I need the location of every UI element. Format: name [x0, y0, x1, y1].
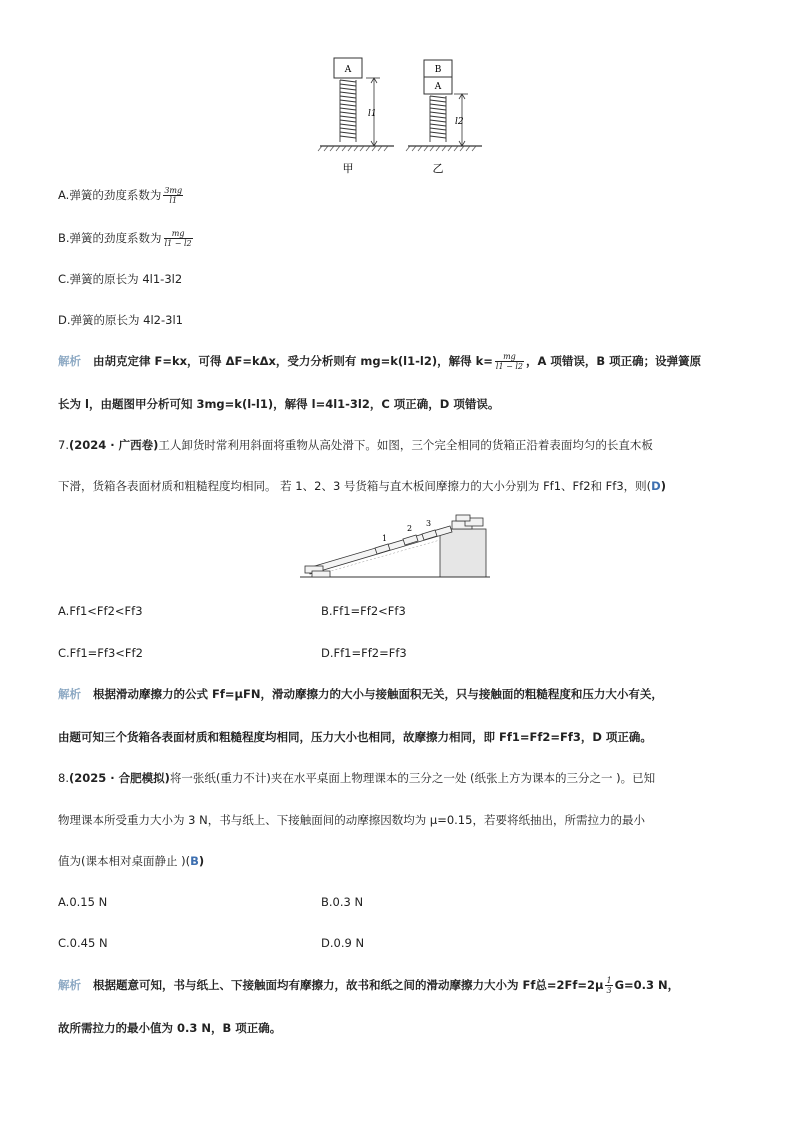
- q6-option-b-fraction: $\frac{mg}{l1 - l2}$: [164, 229, 192, 248]
- platform: [440, 529, 486, 577]
- q7-option-d: D.Ff1=Ff2=Ff3: [321, 646, 407, 660]
- q6-option-b: B.弹簧的劲度系数为 $\frac{mg}{l1 - l2}$: [58, 229, 192, 248]
- label-l2: l2: [455, 117, 464, 127]
- q7-answer: D: [651, 479, 661, 493]
- q8-stem-line1: 8.(2025 · 合肥模拟)将一张纸(重力不计)夹在水平桌面上物理课本的三分之一处 (纸张上方为课本的三分之一 )。已知: [58, 771, 656, 785]
- board-shadow: [320, 540, 440, 574]
- caption-jia: 甲: [342, 162, 354, 175]
- spring-figure: [310, 50, 490, 180]
- analysis-tag: 解析: [58, 978, 81, 992]
- q8-option-a: A.0.15 N: [58, 895, 108, 909]
- box-label-1: 1: [382, 534, 388, 543]
- landed-box-2: [312, 571, 330, 577]
- q6-option-c: C.弹簧的原长为 4l1-3l2: [58, 272, 183, 286]
- q8-answer: B: [190, 854, 199, 868]
- q7-analysis-line1: 解析 根据滑动摩擦力的公式 Ff=μFN，滑动摩擦力的大小与接触面积无关，只与接触面的粗糙程度和压力大小有关，: [58, 687, 663, 701]
- q7-option-c: C.Ff1=Ff3<Ff2: [58, 646, 143, 660]
- q8-source: (2025 · 合肥模拟): [68, 771, 170, 785]
- ground-hatch-left: [318, 146, 388, 151]
- block-b-right-label: B: [434, 65, 442, 75]
- q8-option-d: D.0.9 N: [321, 936, 365, 950]
- q6-analysis-line2: 长为 l，由题图甲分析可知 3mg=k(l-l1)，解得 l=4l1-3l2，C 项正确，D 项错误。: [58, 397, 500, 411]
- q8-stem-line2: 物理课本所受重力大小为 3 N，书与纸上、下接触面间的动摩擦因数均为 μ=0.15，若要将纸抽出，所需拉力的最小: [58, 813, 645, 827]
- q8-option-c: C.0.45 N: [58, 936, 108, 950]
- q6-analysis-fraction: $\frac{mg}{l1 - l2}$: [495, 352, 523, 371]
- q8-stem-line3: 值为(课本相对桌面静止 )(B): [58, 854, 205, 868]
- label-l1: l1: [368, 109, 377, 119]
- box-label-3: 3: [426, 519, 432, 528]
- q7-option-b: B.Ff1=Ff2<Ff3: [321, 604, 406, 618]
- q8-analysis-line1: 解析 根据题意可知，书与纸上、下接触面均有摩擦力，故书和纸之间的滑动摩擦力大小为 Ff总=2Ff=2μ $\frac{1}{3}$ G=0.3 N，: [58, 976, 680, 995]
- incline-figure: [300, 512, 490, 582]
- spring-right: [430, 96, 446, 142]
- q7-analysis-line2: 由题可知三个货箱各表面材质和粗糙程度均相同，压力大小也相同，故摩擦力相同，即 Ff1=Ff2=Ff3，D 项正确。: [58, 730, 652, 744]
- spring-left: [340, 80, 356, 142]
- q7-source: (2024 · 广西卷): [68, 438, 159, 452]
- box-2: [403, 535, 418, 545]
- q7-option-a: A.Ff1<Ff2<Ff3: [58, 604, 143, 618]
- block-a-left-label: A: [344, 65, 352, 75]
- caption-yi: 乙: [432, 162, 444, 175]
- q7-stem-line2: 下滑，货箱各表面材质和粗糙程度均相同。 若 1、2、3 号货箱与直木板间摩擦力的大小分别为 Ff1、Ff2和 Ff3，则(D): [58, 479, 666, 493]
- box-1: [375, 544, 390, 554]
- q6-option-a: A.弹簧的劲度系数为 $\frac{3mg}{l1}$: [58, 186, 183, 205]
- q6-analysis-line1: 解析 由胡克定律 F=kx，可得 ΔF=kΔx，受力分析则有 mg=k(l1-l2)，解得 k= $\frac{mg}{l1 - l2}$ ，A 项错误，B 项正确；设弹簧原: [58, 352, 702, 371]
- q6-option-d: D.弹簧的原长为 4l2-3l1: [58, 313, 183, 327]
- q6-option-a-fraction: $\frac{3mg}{l1}$: [164, 186, 183, 205]
- q8-analysis-fraction: $\frac{1}{3}$: [606, 976, 612, 995]
- q8-analysis-line2: 故所需拉力的最小值为 0.3 N，B 项正确。: [58, 1021, 282, 1035]
- q8-option-b: B.0.3 N: [321, 895, 364, 909]
- analysis-tag: 解析: [58, 687, 81, 701]
- box-label-2: 2: [407, 524, 413, 533]
- box-3: [422, 530, 437, 540]
- stacked-box-3: [456, 515, 470, 521]
- block-a-right-label: A: [434, 82, 442, 92]
- ground-hatch-right: [406, 146, 476, 151]
- q7-stem-line1: 7.(2024 · 广西卷)工人卸货时常利用斜面将重物从高处滑下。如图，三个完全相同的货箱正沿着表面均匀的长直木板: [58, 438, 653, 452]
- analysis-tag: 解析: [58, 354, 81, 368]
